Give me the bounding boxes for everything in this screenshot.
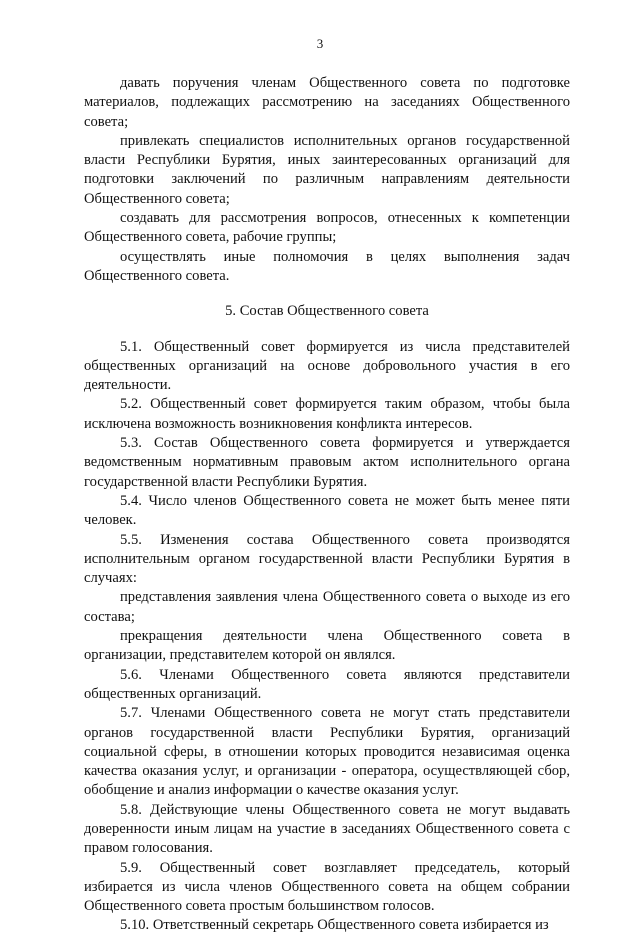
paragraph-other-powers: осуществлять иные полномочия в целях выполнения задач Общественного совета. xyxy=(84,248,570,284)
paragraph-5-5-case-resignation: представления заявления члена Общественного совета о выходе из его состава; xyxy=(84,589,570,625)
paragraph-5-9: 5.9. Общественный совет возглавляет председатель, который избирается из числа членов Общественного совета на общем собрании Общественного совета простым большинством голосов. xyxy=(84,859,570,915)
paragraph-5-4: 5.4. Число членов Общественного совета не может быть менее пяти человек. xyxy=(84,492,570,529)
paragraph-5-3: 5.3. Состав Общественного совета формируется и утверждается ведомственным нормативным правовым актом исполнительного органа государственной власти Республики Бурятия. xyxy=(84,435,570,490)
paragraph-5-1: 5.1. Общественный совет формируется из числа представителей общественных организаций на основе добровольного участия в его деятельности. xyxy=(84,338,570,394)
section-heading: 5. Состав Общественного совета xyxy=(225,303,429,320)
paragraph-assign-tasks: давать поручения членам Общественного совета по подготовке материалов, подлежащих рассмотрению на заседаниях Общественного совета; xyxy=(84,75,570,130)
page-number: 3 xyxy=(316,36,324,51)
paragraph-5-6: 5.6. Членами Общественного совета являются представители общественных организаций. xyxy=(84,666,570,702)
paragraph-5-5: 5.5. Изменения состава Общественного совета производятся исполнительным органом государственной власти Республики Бурятия в случаях: xyxy=(84,531,570,587)
paragraph-involve-specialists: привлекать специалистов исполнительных органов государственной власти Республики Бурятия, иных заинтересованных организаций для подготовки заключений по различным направлениям деятельности Общественного совета; xyxy=(84,132,570,207)
paragraph-5-2: 5.2. Общественный совет формируется таким образом, чтобы была исключена возможность возникновения конфликта интересов. xyxy=(84,396,570,432)
paragraph-5-10: 5.10. Ответственный секретарь Общественного совета избирается из xyxy=(120,917,549,934)
paragraph-5-7: 5.7. Членами Общественного совета не могут стать представители органов государственной власти Республики Бурятия, организаций социальной сферы, в отношении которых проводится независимая оценка качества оказания услуг, и организации - оператора, осуществляющей сбор, обобщение и анализ информации о качестве оказания услуг. xyxy=(84,705,570,799)
paragraph-create-working-groups: создавать для рассмотрения вопросов, отнесенных к компетенции Общественного совета, рабочие группы; xyxy=(84,210,570,246)
paragraph-5-8: 5.8. Действующие члены Общественного совета не могут выдавать доверенности иным лицам на участие в заседаниях Общественного совета с правом голосования. xyxy=(84,801,570,857)
paragraph-5-5-case-termination: прекращения деятельности члена Общественного совета в организации, представителем которой он являлся. xyxy=(84,628,570,664)
document-body xyxy=(84,74,570,936)
